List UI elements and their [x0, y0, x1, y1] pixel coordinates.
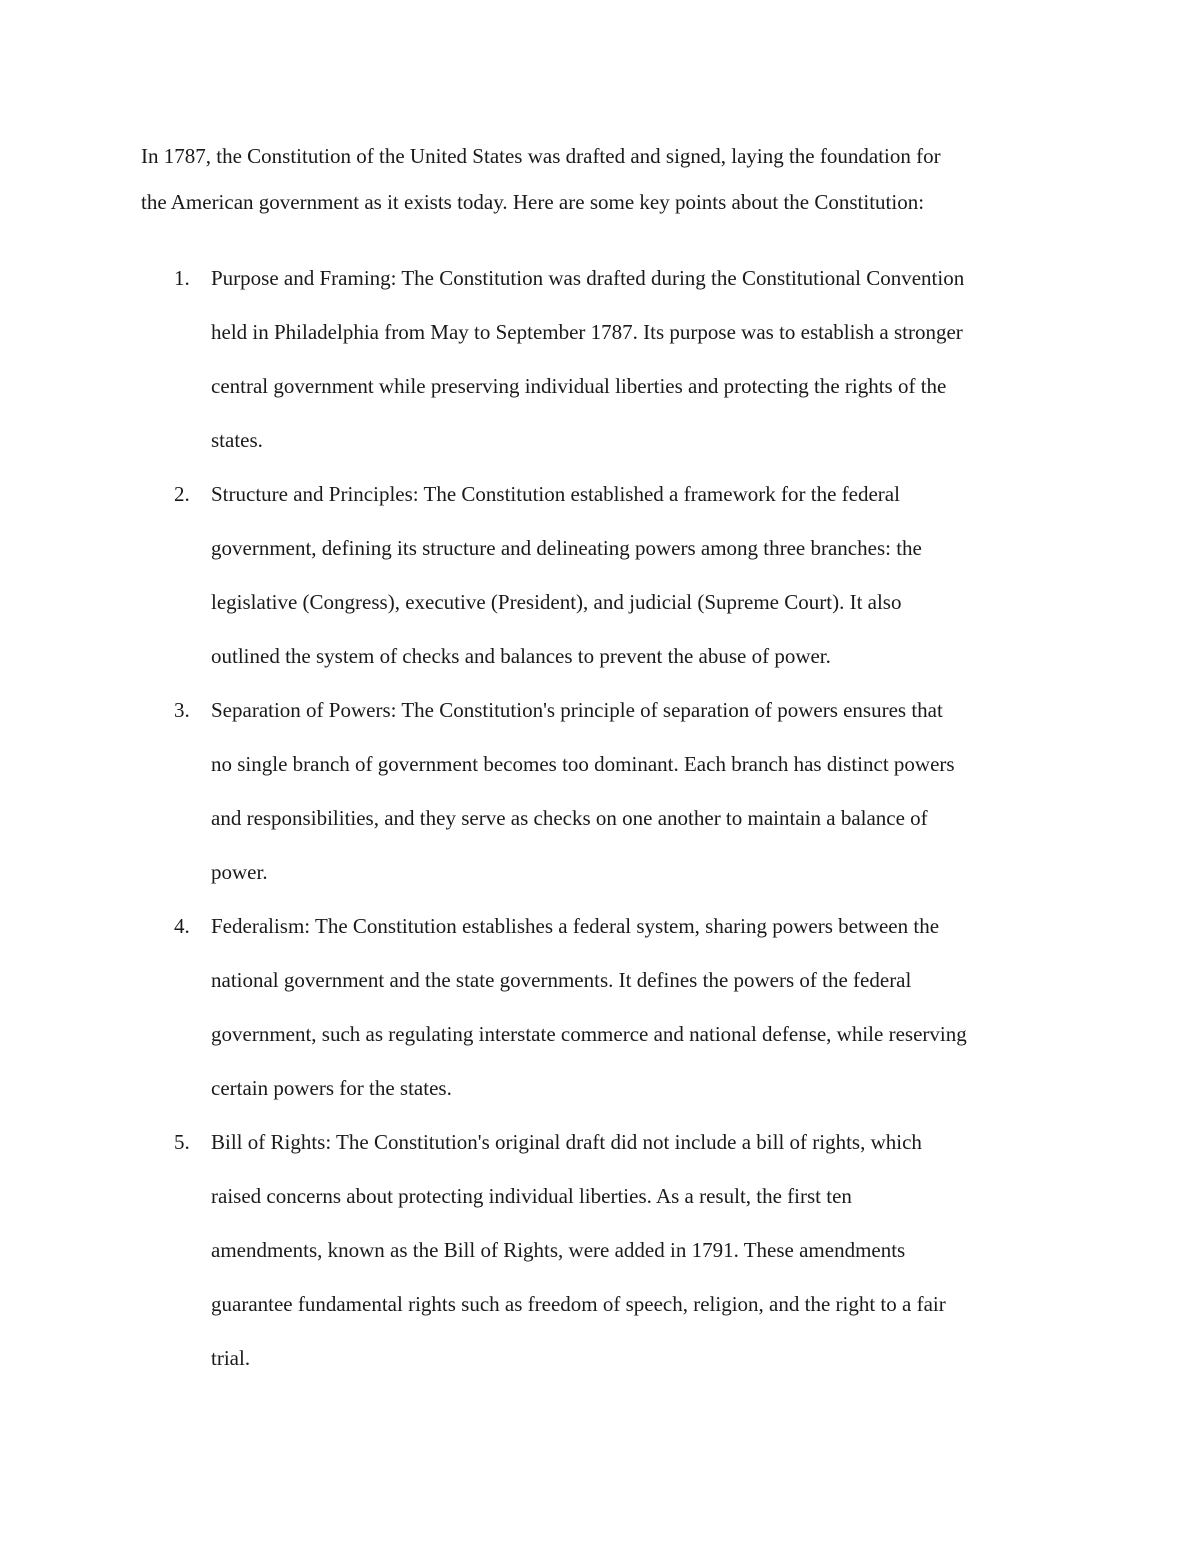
list-item-number: 3. — [174, 698, 190, 722]
list-item — [0, 1129, 1200, 1399]
list-item — [0, 265, 1200, 481]
text-line: and responsibilities, and they serve as checks on one another to maintain a balance of — [211, 806, 928, 830]
list-item — [0, 913, 1200, 1129]
text-line: Structure and Principles: The Constitution established a framework for the federal — [211, 482, 900, 506]
text-line: government, such as regulating interstate commerce and national defense, while reserving — [211, 1022, 967, 1046]
text-line: raised concerns about protecting individual liberties. As a result, the first ten — [211, 1184, 852, 1208]
list-item-number: 5. — [174, 1130, 190, 1154]
text-line: guarantee fundamental rights such as freedom of speech, religion, and the right to a fair — [211, 1292, 946, 1316]
text-line: power. — [211, 860, 268, 884]
text-line: Bill of Rights: The Constitution's original draft did not include a bill of rights, which — [211, 1130, 922, 1154]
text-line: trial. — [211, 1346, 251, 1370]
intro-paragraph — [141, 143, 1071, 235]
text-line: held in Philadelphia from May to September 1787. Its purpose was to establish a stronger — [211, 320, 963, 344]
key-points-list — [0, 265, 1200, 1399]
text-line: Separation of Powers: The Constitution's principle of separation of powers ensures that — [211, 698, 943, 722]
intro-line: the American government as it exists today. Here are some key points about the Constitution: — [141, 190, 925, 214]
list-item-number: 4. — [174, 914, 190, 938]
intro-line: In 1787, the Constitution of the United States was drafted and signed, laying the foundation for — [141, 144, 941, 168]
list-item-text — [211, 913, 1071, 1129]
list-item-number: 2. — [174, 482, 190, 506]
text-line: no single branch of government becomes too dominant. Each branch has distinct powers — [211, 752, 955, 776]
text-line: outlined the system of checks and balances to prevent the abuse of power. — [211, 644, 831, 668]
list-item-number: 1. — [174, 266, 190, 290]
list-item — [0, 481, 1200, 697]
text-line: states. — [211, 428, 263, 452]
text-line: legislative (Congress), executive (President), and judicial (Supreme Court). It also — [211, 590, 902, 614]
text-line: government, defining its structure and delineating powers among three branches: the — [211, 536, 922, 560]
text-line: Federalism: The Constitution establishes a federal system, sharing powers between the — [211, 914, 940, 938]
text-line: amendments, known as the Bill of Rights, were added in 1791. These amendments — [211, 1238, 906, 1262]
text-line: national government and the state governments. It defines the powers of the federal — [211, 968, 912, 992]
list-item-text — [211, 697, 1071, 913]
text-line: certain powers for the states. — [211, 1076, 452, 1100]
list-item-text — [211, 481, 1071, 697]
text-line: Purpose and Framing: The Constitution was drafted during the Constitutional Convention — [211, 266, 965, 290]
list-item-text — [211, 265, 1071, 481]
list-item — [0, 697, 1200, 913]
list-item-text — [211, 1129, 1071, 1399]
text-line: central government while preserving individual liberties and protecting the rights of the — [211, 374, 947, 398]
